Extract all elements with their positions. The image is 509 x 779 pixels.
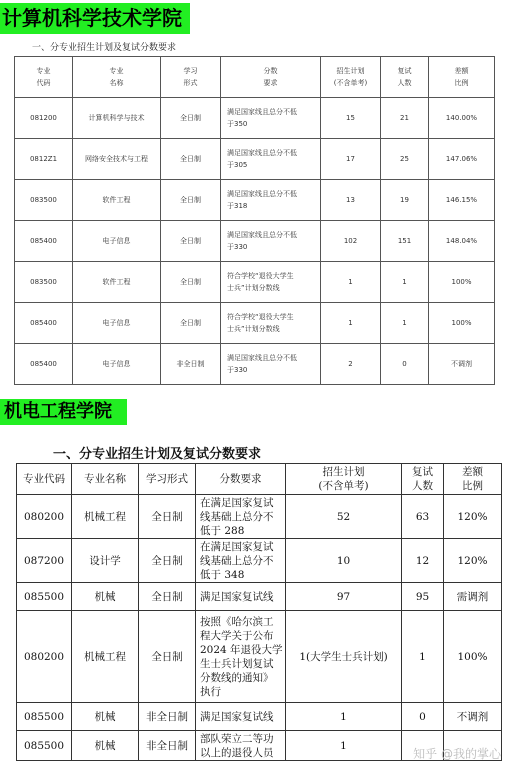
table-row (17, 539, 502, 583)
cell-ratio: 100% (444, 611, 502, 703)
cell-req: 部队荣立二等功 以上的退役人员 (196, 731, 286, 761)
cell-mode: 非全日制 (161, 344, 221, 385)
cell-ratio: 100% (429, 262, 495, 303)
header-requirement: 分数 要求 (221, 57, 321, 98)
cell-name: 网络安全技术与工程 (73, 139, 161, 180)
section1-subtitle: 一、分专业招生计划及复试分数要求 (32, 43, 177, 53)
cell-name: 软件工程 (73, 262, 161, 303)
cell-interview: 0 (381, 344, 429, 385)
cell-name: 电子信息 (73, 221, 161, 262)
cell-ratio: 100% (429, 303, 495, 344)
cell-code: 080200 (17, 611, 72, 703)
section1-table (14, 56, 495, 385)
cell-name: 软件工程 (73, 180, 161, 221)
cell-code: 085400 (15, 221, 73, 262)
cell-req: 符合学校“退役大学生 士兵”计划分数线 (221, 303, 321, 344)
cell-plan: 97 (286, 583, 402, 611)
cell-name: 机械 (72, 731, 139, 761)
cell-interview: 19 (381, 180, 429, 221)
cell-req: 在满足国家复试 线基础上总分不 低于 288 (196, 495, 286, 539)
cell-plan: 102 (321, 221, 381, 262)
cell-req: 符合学校“退役大学生 士兵”计划分数线 (221, 262, 321, 303)
cell-mode: 全日制 (139, 611, 196, 703)
header-name: 专业 名称 (73, 57, 161, 98)
cell-req: 满足国家复试线 (196, 583, 286, 611)
cell-code: 085400 (15, 303, 73, 344)
cell-req: 满足国家线且总分不低 于330 (221, 221, 321, 262)
cell-ratio: 140.00% (429, 98, 495, 139)
cell-req: 满足国家线且总分不低 于318 (221, 180, 321, 221)
cell-plan: 1 (286, 731, 402, 761)
cell-name: 电子信息 (73, 303, 161, 344)
cell-interview: 0 (402, 703, 444, 731)
cell-ratio: 146.15% (429, 180, 495, 221)
cell-mode: 全日制 (161, 262, 221, 303)
cell-plan: 10 (286, 539, 402, 583)
cell-interview: 1 (402, 611, 444, 703)
cell-interview: 95 (402, 583, 444, 611)
cell-name: 设计学 (72, 539, 139, 583)
cell-code: 081200 (15, 98, 73, 139)
cell-code: 080200 (17, 495, 72, 539)
cell-plan: 1 (321, 262, 381, 303)
cell-name: 机械 (72, 583, 139, 611)
cell-ratio: 147.06% (429, 139, 495, 180)
section2-subtitle: 一、分专业招生计划及复试分数要求 (53, 447, 262, 462)
header-ratio: 差额 比例 (429, 57, 495, 98)
cell-plan: 1 (286, 703, 402, 731)
cell-ratio: 需调剂 (444, 583, 502, 611)
cell-code: 0812Z1 (15, 139, 73, 180)
cell-name: 计算机科学与技术 (73, 98, 161, 139)
cell-name: 机械 (72, 703, 139, 731)
table-row (17, 583, 502, 611)
cell-code: 085500 (17, 703, 72, 731)
cell-ratio: 120% (444, 539, 502, 583)
cell-ratio: 不调剂 (444, 703, 502, 731)
cell-ratio: 不调剂 (429, 344, 495, 385)
table-row (15, 303, 495, 344)
cell-mode: 全日制 (139, 495, 196, 539)
cell-interview: 151 (381, 221, 429, 262)
cell-mode: 全日制 (161, 98, 221, 139)
section2-title-banner (0, 399, 127, 425)
cell-code: 083500 (15, 262, 73, 303)
table-row (15, 180, 495, 221)
table-row (15, 98, 495, 139)
cell-name: 机械工程 (72, 495, 139, 539)
cell-mode: 全日制 (161, 180, 221, 221)
header-interview: 复试 人数 (381, 57, 429, 98)
header-mode: 学习 形式 (161, 57, 221, 98)
cell-mode: 全日制 (161, 221, 221, 262)
header-code: 专业 代码 (15, 57, 73, 98)
section1-title-banner (0, 3, 190, 34)
cell-interview: 25 (381, 139, 429, 180)
cell-mode: 全日制 (139, 583, 196, 611)
cell-plan: 52 (286, 495, 402, 539)
cell-req: 在满足国家复试 线基础上总分不 低于 348 (196, 539, 286, 583)
cell-plan: 1(大学生士兵计划) (286, 611, 402, 703)
cell-code: 085500 (17, 583, 72, 611)
header-code: 专业代码 (17, 464, 72, 495)
header-mode: 学习形式 (139, 464, 196, 495)
cell-code: 085400 (15, 344, 73, 385)
header-ratio: 差额 比例 (444, 464, 502, 495)
section1-title: 计算机科学技术学院 (2, 6, 182, 30)
table-row (17, 495, 502, 539)
table-row (15, 262, 495, 303)
cell-req: 按照《哈尔滨工 程大学关于公布 2024 年退役大学 生士兵计划复试 分数线的通知》 执行 (196, 611, 286, 703)
cell-mode: 非全日制 (139, 703, 196, 731)
cell-plan: 15 (321, 98, 381, 139)
cell-mode: 全日制 (161, 303, 221, 344)
cell-interview: 1 (381, 262, 429, 303)
cell-plan: 17 (321, 139, 381, 180)
table-row (17, 611, 502, 703)
cell-code: 087200 (17, 539, 72, 583)
table-row (15, 344, 495, 385)
cell-req: 满足国家线且总分不低 于305 (221, 139, 321, 180)
cell-name: 机械工程 (72, 611, 139, 703)
table-row (17, 703, 502, 731)
cell-interview: 1 (381, 303, 429, 344)
cell-plan: 1 (321, 303, 381, 344)
cell-mode: 全日制 (161, 139, 221, 180)
header-interview: 复试 人数 (402, 464, 444, 495)
cell-ratio: 120% (444, 495, 502, 539)
cell-interview: 12 (402, 539, 444, 583)
header-plan: 招生计划 (不含单考) (286, 464, 402, 495)
table-row (15, 139, 495, 180)
header-requirement: 分数要求 (196, 464, 286, 495)
cell-code: 085500 (17, 731, 72, 761)
cell-interview: 21 (381, 98, 429, 139)
cell-plan: 13 (321, 180, 381, 221)
cell-mode: 全日制 (139, 539, 196, 583)
table-row (15, 221, 495, 262)
watermark: 知乎 @我的掌心 (413, 747, 501, 761)
cell-name: 电子信息 (73, 344, 161, 385)
cell-interview: 63 (402, 495, 444, 539)
cell-req: 满足国家复试线 (196, 703, 286, 731)
header-plan: 招生计划 (不含单考) (321, 57, 381, 98)
header-name: 专业名称 (72, 464, 139, 495)
section2-title: 机电工程学院 (4, 401, 112, 422)
cell-req: 满足国家线且总分不低 于350 (221, 98, 321, 139)
cell-code: 083500 (15, 180, 73, 221)
cell-plan: 2 (321, 344, 381, 385)
section2-table (16, 463, 502, 761)
cell-req: 满足国家线且总分不低 于330 (221, 344, 321, 385)
cell-ratio: 148.04% (429, 221, 495, 262)
cell-mode: 非全日制 (139, 731, 196, 761)
